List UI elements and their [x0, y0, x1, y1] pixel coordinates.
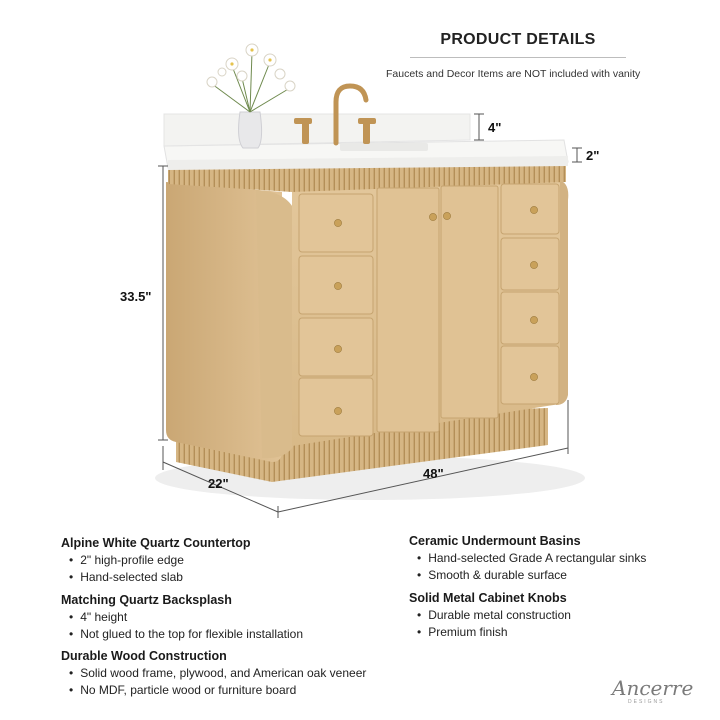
feature-construction	[61, 649, 366, 700]
feature-countertop	[61, 536, 251, 587]
feature-knobs	[409, 591, 571, 642]
feature-item: • Hand-selected Grade A rectangular sinks	[417, 551, 646, 566]
feature-item: • Smooth & durable surface	[417, 568, 646, 583]
edge-height-label: 2"	[586, 148, 600, 163]
feature-title: Durable Wood Construction	[61, 649, 227, 663]
feature-backsplash	[61, 593, 303, 644]
feature-item: • Premium finish	[417, 625, 571, 640]
feature-item: • Solid wood frame, plywood, and American oak veneer	[69, 666, 366, 681]
right-drawer-stack	[501, 184, 559, 404]
cabinet-left-corner	[256, 190, 296, 458]
feature-item: • 2" high-profile edge	[69, 553, 251, 568]
feature-basins	[409, 534, 646, 585]
backsplash-height-label: 4"	[488, 120, 502, 135]
feature-title: Solid Metal Cabinet Knobs	[409, 591, 567, 605]
undermount-basin	[340, 143, 428, 151]
feature-title: Ceramic Undermount Basins	[409, 534, 581, 548]
feature-item: • Durable metal construction	[417, 608, 571, 623]
cabinet-height-label: 33.5"	[120, 289, 152, 304]
quartz-backsplash	[164, 114, 470, 146]
brand-subtitle: DESIGNS	[628, 699, 665, 705]
disclaimer-note: Faucets and Decor Items are NOT included with vanity	[386, 68, 641, 80]
cabinet-depth-label: 22"	[208, 476, 229, 491]
feature-item: • Not glued to the top for flexible installation	[69, 627, 303, 642]
cabinet-width-label: 48"	[423, 466, 444, 481]
feature-item: • No MDF, particle wood or furniture board	[69, 683, 366, 698]
feature-item: • 4" height	[69, 610, 303, 625]
feature-title: Alpine White Quartz Countertop	[61, 536, 251, 550]
cabinet-doors	[377, 186, 498, 432]
brand-logo: Ancerre	[612, 676, 694, 700]
feature-title: Matching Quartz Backsplash	[61, 593, 232, 607]
feature-item: • Hand-selected slab	[69, 570, 251, 585]
page-title: PRODUCT DETAILS	[440, 31, 596, 48]
